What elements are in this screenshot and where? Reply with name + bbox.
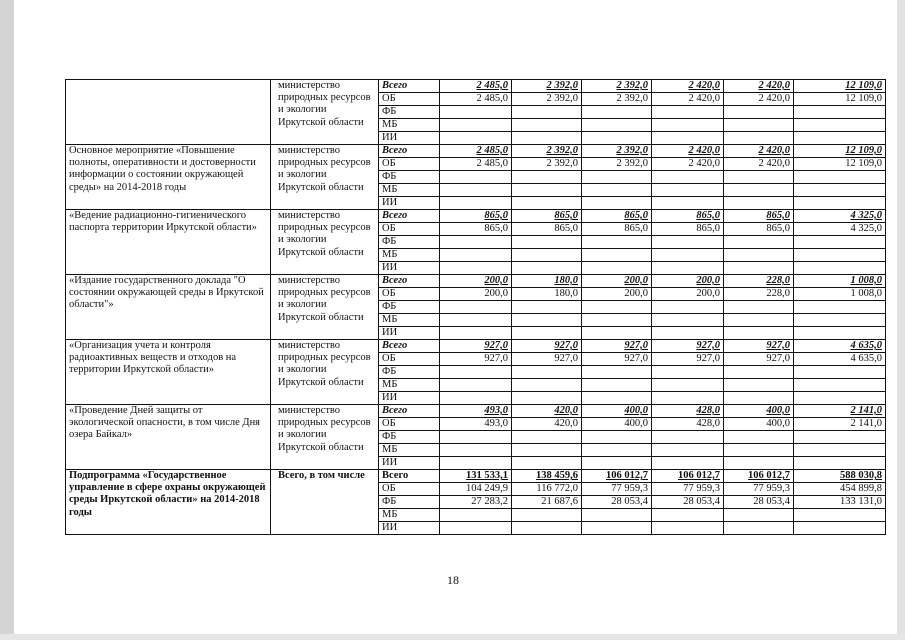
amount-cell [724,249,794,262]
measure-name-cell: «Издание государственного доклада "О состоянии окружающей среды в Иркутской области"» [66,275,271,340]
amount-cell: 2 485,0 [440,80,512,93]
amount-cell [582,262,652,275]
amount-cell [794,392,886,405]
amount-cell: 77 959,3 [724,483,794,496]
amount-cell: 420,0 [512,405,582,418]
amount-cell [582,184,652,197]
amount-cell: 588 030,8 [794,470,886,483]
amount-cell [794,132,886,145]
amount-cell [582,431,652,444]
amount-cell [512,379,582,392]
amount-cell [440,132,512,145]
amount-cell [512,327,582,340]
amount-cell [794,301,886,314]
source-label: ФБ [379,366,440,379]
amount-cell: 2 420,0 [724,145,794,158]
source-label: ОБ [379,158,440,171]
amount-cell: 420,0 [512,418,582,431]
source-label: МБ [379,119,440,132]
amount-cell: 2 485,0 [440,158,512,171]
amount-cell: 106 012,7 [582,470,652,483]
amount-cell: 12 109,0 [794,145,886,158]
source-label-total: Всего [379,145,440,158]
amount-cell [582,301,652,314]
amount-cell: 106 012,7 [652,470,724,483]
source-label-total: Всего [379,470,440,483]
amount-cell [440,509,512,522]
amount-cell [440,119,512,132]
amount-cell [652,366,724,379]
amount-cell [440,314,512,327]
amount-cell: 428,0 [652,405,724,418]
source-label: МБ [379,249,440,262]
source-label: ИИ [379,197,440,210]
amount-cell [652,444,724,457]
scan-left-edge [0,0,14,640]
amount-cell: 77 959,3 [582,483,652,496]
amount-cell: 865,0 [582,210,652,223]
amount-cell [794,249,886,262]
amount-cell [724,314,794,327]
amount-cell [582,444,652,457]
amount-cell [582,236,652,249]
source-label: ОБ [379,353,440,366]
source-label: ФБ [379,236,440,249]
amount-cell [794,444,886,457]
executor-cell: министерство природных ресурсов и экологии Иркутской области [271,145,379,210]
amount-cell [582,171,652,184]
amount-cell [582,392,652,405]
amount-cell: 454 899,8 [794,483,886,496]
amount-cell: 2 392,0 [512,145,582,158]
amount-cell [794,197,886,210]
amount-cell [794,522,886,535]
source-label: МБ [379,444,440,457]
amount-cell: 2 420,0 [652,158,724,171]
amount-cell: 927,0 [582,340,652,353]
amount-cell [724,392,794,405]
amount-cell: 116 772,0 [512,483,582,496]
executor-cell: министерство природных ресурсов и экологии Иркутской области [271,405,379,470]
amount-cell: 927,0 [724,353,794,366]
amount-cell [440,301,512,314]
amount-cell: 4 325,0 [794,210,886,223]
amount-cell: 180,0 [512,275,582,288]
source-label: МБ [379,184,440,197]
amount-cell: 27 283,2 [440,496,512,509]
amount-cell: 200,0 [440,288,512,301]
amount-cell [582,366,652,379]
amount-cell [440,197,512,210]
amount-cell: 865,0 [512,210,582,223]
amount-cell [512,522,582,535]
amount-cell [724,119,794,132]
table-row [66,340,886,353]
scan-right-edge [897,0,905,640]
amount-cell: 865,0 [440,210,512,223]
amount-cell: 200,0 [582,275,652,288]
amount-cell: 131 533,1 [440,470,512,483]
measure-name-cell: «Ведение радиационно-гигиенического паспорта территории Иркутской области» [66,210,271,275]
amount-cell: 400,0 [724,418,794,431]
amount-cell [724,301,794,314]
amount-cell [652,509,724,522]
source-label: ОБ [379,288,440,301]
amount-cell [652,171,724,184]
amount-cell [512,431,582,444]
amount-cell: 865,0 [512,223,582,236]
amount-cell: 927,0 [512,353,582,366]
amount-cell: 2 141,0 [794,418,886,431]
amount-cell: 21 687,6 [512,496,582,509]
amount-cell: 2 392,0 [582,93,652,106]
amount-cell [582,379,652,392]
amount-cell [794,236,886,249]
amount-cell [794,314,886,327]
amount-cell: 2 392,0 [582,158,652,171]
table-row [66,470,886,483]
amount-cell [652,379,724,392]
measure-name-cell: Основное мероприятие «Повышение полноты, оперативности и достоверности информации о состоянии окружающей среды» на 2014-2018 годы [66,145,271,210]
amount-cell [724,262,794,275]
amount-cell: 28 053,4 [652,496,724,509]
source-label: МБ [379,314,440,327]
amount-cell: 865,0 [440,223,512,236]
amount-cell [440,236,512,249]
source-label: ИИ [379,327,440,340]
source-label-total: Всего [379,80,440,93]
amount-cell: 2 420,0 [724,80,794,93]
source-label: ИИ [379,457,440,470]
amount-cell: 2 392,0 [582,80,652,93]
source-label: ИИ [379,262,440,275]
amount-cell: 4 325,0 [794,223,886,236]
amount-cell: 428,0 [652,418,724,431]
amount-cell: 927,0 [652,353,724,366]
amount-cell [794,106,886,119]
amount-cell: 927,0 [724,340,794,353]
amount-cell [512,119,582,132]
amount-cell: 77 959,3 [652,483,724,496]
page-number: 18 [447,573,459,587]
amount-cell: 4 635,0 [794,340,886,353]
amount-cell [652,301,724,314]
executor-cell: министерство природных ресурсов и экологии Иркутской области [271,340,379,405]
amount-cell [512,132,582,145]
table-row [66,275,886,288]
amount-cell [794,457,886,470]
amount-cell [724,379,794,392]
amount-cell [652,119,724,132]
table-row [66,80,886,93]
amount-cell [512,236,582,249]
source-label: ОБ [379,223,440,236]
amount-cell: 2 392,0 [512,158,582,171]
table-row [66,405,886,418]
amount-cell [794,509,886,522]
amount-cell: 927,0 [512,340,582,353]
source-label: ОБ [379,93,440,106]
amount-cell [440,444,512,457]
amount-cell [512,262,582,275]
amount-cell [724,184,794,197]
amount-cell: 12 109,0 [794,158,886,171]
amount-cell: 2 485,0 [440,93,512,106]
amount-cell [582,132,652,145]
amount-cell [582,327,652,340]
amount-cell [440,327,512,340]
executor-cell: министерство природных ресурсов и экологии Иркутской области [271,210,379,275]
amount-cell [512,171,582,184]
amount-cell: 12 109,0 [794,80,886,93]
source-label: ИИ [379,132,440,145]
amount-cell: 2 420,0 [652,80,724,93]
amount-cell [652,327,724,340]
amount-cell [652,392,724,405]
amount-cell [794,184,886,197]
amount-cell [512,106,582,119]
source-label: ФБ [379,431,440,444]
amount-cell [724,509,794,522]
source-label: ОБ [379,483,440,496]
amount-cell [512,197,582,210]
amount-cell: 927,0 [652,340,724,353]
amount-cell [582,249,652,262]
source-label: МБ [379,509,440,522]
amount-cell [724,132,794,145]
amount-cell: 927,0 [440,353,512,366]
source-label-total: Всего [379,275,440,288]
source-label-total: Всего [379,210,440,223]
amount-cell [652,457,724,470]
amount-cell: 493,0 [440,418,512,431]
amount-cell: 106 012,7 [724,470,794,483]
amount-cell [582,197,652,210]
amount-cell [724,197,794,210]
amount-cell [512,509,582,522]
budget-table-body [66,80,886,535]
amount-cell: 865,0 [724,210,794,223]
amount-cell: 200,0 [652,288,724,301]
amount-cell: 493,0 [440,405,512,418]
amount-cell [652,197,724,210]
table-row [66,145,886,158]
amount-cell [652,314,724,327]
source-label: ФБ [379,496,440,509]
amount-cell [512,392,582,405]
amount-cell: 865,0 [652,223,724,236]
measure-name-cell: Подпрограмма «Государственное управление в сфере охраны окружающей среды Иркутской области» на 2014-2018 годы [66,470,271,535]
amount-cell: 200,0 [582,288,652,301]
amount-cell: 228,0 [724,275,794,288]
amount-cell [724,522,794,535]
amount-cell: 12 109,0 [794,93,886,106]
executor-cell: министерство природных ресурсов и экологии Иркутской области [271,275,379,340]
amount-cell: 927,0 [440,340,512,353]
source-label: ФБ [379,301,440,314]
amount-cell [582,106,652,119]
amount-cell [794,366,886,379]
amount-cell [440,431,512,444]
amount-cell: 2 392,0 [512,80,582,93]
amount-cell: 2 420,0 [652,93,724,106]
amount-cell [652,522,724,535]
amount-cell [794,262,886,275]
table-row [66,210,886,223]
amount-cell [440,249,512,262]
amount-cell: 4 635,0 [794,353,886,366]
amount-cell: 2 485,0 [440,145,512,158]
amount-cell [512,314,582,327]
executor-cell: министерство природных ресурсов и экологии Иркутской области [271,80,379,145]
amount-cell [794,327,886,340]
amount-cell [652,132,724,145]
amount-cell: 400,0 [724,405,794,418]
amount-cell: 927,0 [582,353,652,366]
amount-cell: 1 008,0 [794,288,886,301]
amount-cell [582,509,652,522]
amount-cell [652,249,724,262]
amount-cell: 2 392,0 [512,93,582,106]
amount-cell [440,522,512,535]
amount-cell: 2 420,0 [724,158,794,171]
amount-cell: 28 053,4 [724,496,794,509]
amount-cell [794,431,886,444]
amount-cell [512,457,582,470]
amount-cell: 180,0 [512,288,582,301]
source-label-total: Всего [379,340,440,353]
amount-cell [794,379,886,392]
amount-cell: 104 249,9 [440,483,512,496]
amount-cell [794,119,886,132]
source-label: ИИ [379,392,440,405]
amount-cell [724,366,794,379]
amount-cell [512,444,582,457]
amount-cell: 228,0 [724,288,794,301]
amount-cell [582,457,652,470]
amount-cell [724,431,794,444]
amount-cell [794,171,886,184]
amount-cell [440,184,512,197]
amount-cell: 1 008,0 [794,275,886,288]
amount-cell [440,457,512,470]
amount-cell [652,184,724,197]
amount-cell: 2 420,0 [652,145,724,158]
amount-cell [512,184,582,197]
source-label: ФБ [379,106,440,119]
amount-cell [724,444,794,457]
executor-cell: Всего, в том числе [271,470,379,535]
amount-cell [582,119,652,132]
amount-cell [724,171,794,184]
amount-cell [512,249,582,262]
amount-cell [652,262,724,275]
amount-cell [724,457,794,470]
measure-name-cell: «Организация учета и контроля радиоактивных веществ и отходов на территории Иркутской области» [66,340,271,405]
amount-cell [440,262,512,275]
amount-cell [440,106,512,119]
amount-cell [440,392,512,405]
amount-cell: 400,0 [582,405,652,418]
amount-cell: 138 459,6 [512,470,582,483]
scan-bottom-edge [0,634,905,640]
amount-cell [582,522,652,535]
budget-table [65,79,886,535]
amount-cell: 2 141,0 [794,405,886,418]
amount-cell [652,106,724,119]
source-label: МБ [379,379,440,392]
amount-cell [440,171,512,184]
amount-cell: 865,0 [724,223,794,236]
amount-cell: 2 420,0 [724,93,794,106]
amount-cell: 865,0 [652,210,724,223]
amount-cell [652,236,724,249]
amount-cell: 200,0 [440,275,512,288]
amount-cell [724,327,794,340]
measure-name-cell: «Проведение Дней защиты от экологической опасности, в том числе Дня озера Байкал» [66,405,271,470]
amount-cell [512,366,582,379]
amount-cell [582,314,652,327]
amount-cell [652,431,724,444]
amount-cell [440,379,512,392]
amount-cell: 133 131,0 [794,496,886,509]
measure-name-cell [66,80,271,145]
amount-cell [512,301,582,314]
amount-cell [724,236,794,249]
source-label: ФБ [379,171,440,184]
amount-cell: 2 392,0 [582,145,652,158]
amount-cell: 865,0 [582,223,652,236]
source-label: ОБ [379,418,440,431]
amount-cell: 400,0 [582,418,652,431]
source-label: ИИ [379,522,440,535]
amount-cell: 28 053,4 [582,496,652,509]
amount-cell: 200,0 [652,275,724,288]
source-label-total: Всего [379,405,440,418]
amount-cell [440,366,512,379]
amount-cell [724,106,794,119]
